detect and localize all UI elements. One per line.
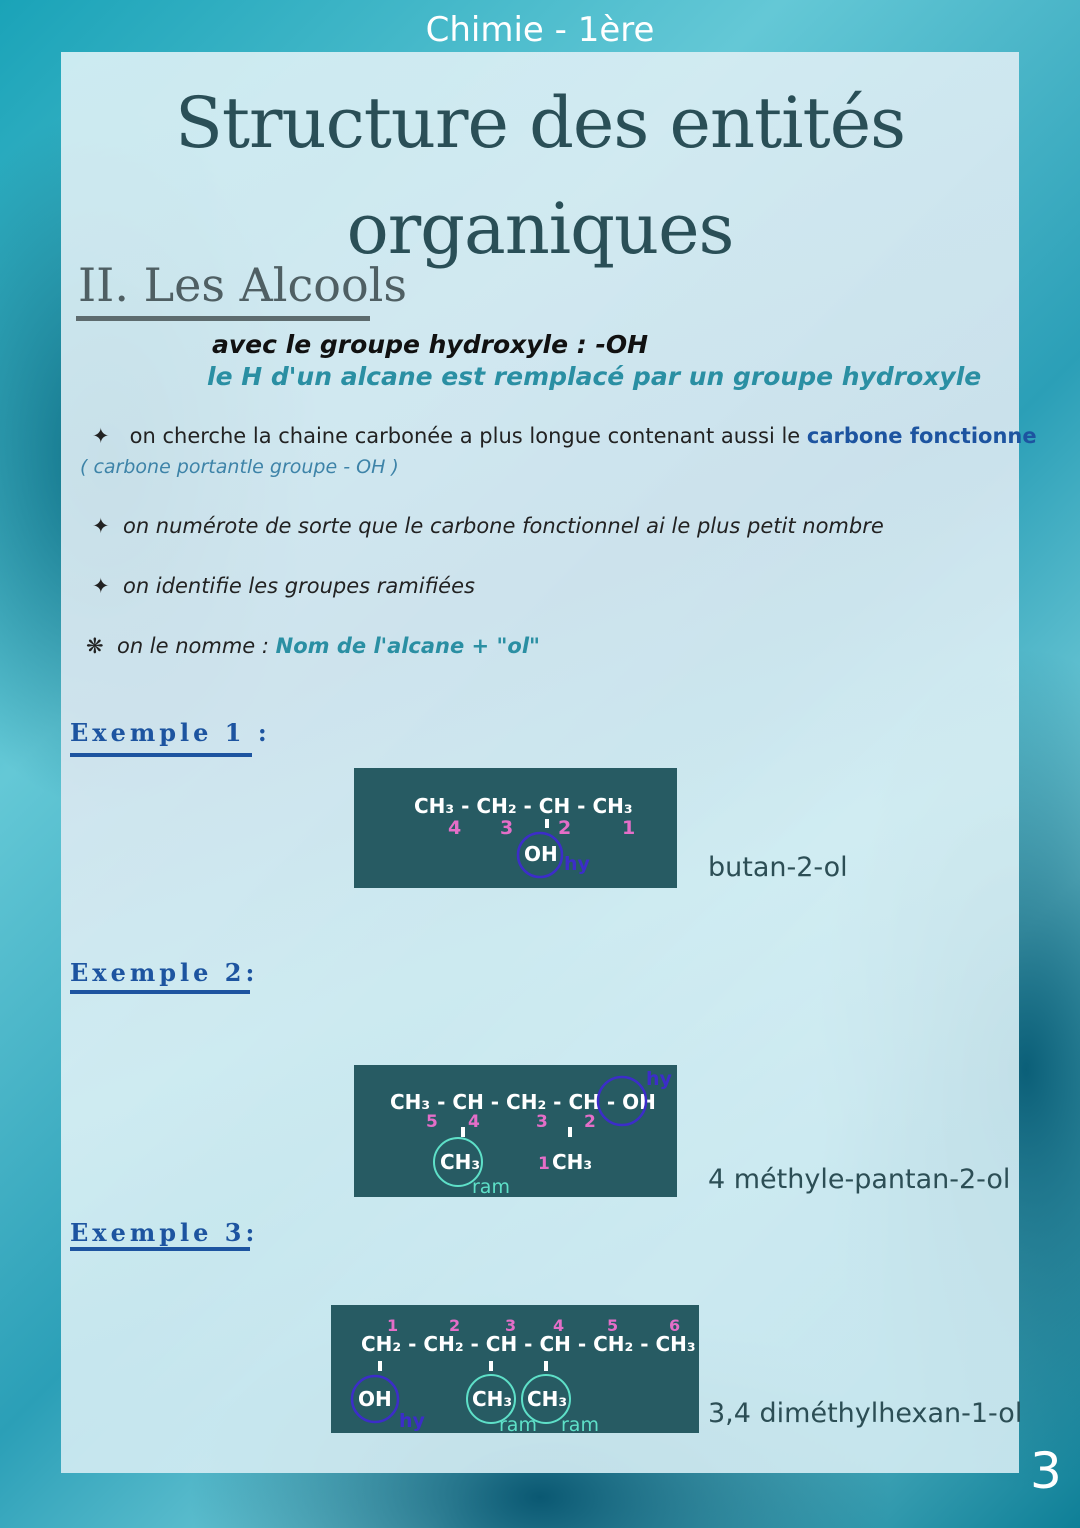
carbon-number: 4 — [553, 1316, 565, 1335]
example-1-formula-box — [354, 768, 677, 888]
hy-tag: hy — [564, 853, 590, 875]
example-2-label: Exemple 2: — [70, 958, 259, 987]
rule-4-text: on le nomme : — [116, 634, 276, 658]
hydroxyl-group-line: avec le groupe hydroxyle : -OH — [212, 330, 649, 359]
example-2-formula-box — [354, 1065, 677, 1197]
example-3-oh: OH — [358, 1387, 392, 1411]
carbon-number: 6 — [669, 1316, 681, 1335]
example-1-formula — [354, 768, 677, 888]
page-title-line2: organiques — [346, 188, 734, 270]
example-3-underline — [70, 1247, 250, 1251]
example-2-branch-2: CH₃ — [552, 1150, 593, 1174]
example-2-formula — [354, 1065, 677, 1197]
page-title-line1: Structure des entités — [174, 82, 906, 164]
carbon-number: 5 — [607, 1316, 619, 1335]
bond-line — [378, 1361, 382, 1371]
carbon-number: 4 — [468, 1112, 480, 1132]
carbon-number: 2 — [584, 1112, 596, 1132]
example-1-underline — [70, 753, 252, 757]
definition-line: le H d'un alcane est remplacé par un groupe hydroxyle — [207, 362, 982, 391]
example-1-branch: OH — [524, 842, 558, 866]
example-1-label: Exemple 1 : — [70, 718, 271, 747]
example-3-formula — [331, 1305, 699, 1433]
subject-header: Chimie - 1ère — [425, 10, 655, 50]
carbon-number: 4 — [448, 817, 462, 839]
bond-line — [461, 1127, 465, 1137]
example-2-branch: CH₃ — [440, 1150, 481, 1174]
carbon-number: 3 — [536, 1112, 548, 1132]
rule-1-subnote: ( carbone portantle groupe - OH ) — [80, 456, 399, 478]
carbon-number: 5 — [426, 1112, 438, 1132]
page-number: 3 — [1030, 1442, 1062, 1500]
bullet-icon: ✦ — [92, 514, 110, 538]
rule-4-highlight: Nom de l'alcane + "ol" — [275, 634, 540, 658]
rule-4 — [86, 634, 540, 658]
rule-1 — [92, 424, 1037, 448]
example-3-branch-2: CH₃ — [527, 1387, 568, 1411]
carbon-number: 1 — [538, 1154, 550, 1174]
example-3-label: Exemple 3: — [70, 1218, 259, 1247]
hy-tag: hy — [646, 1068, 672, 1090]
example-3-name: 3,4 diméthylhexan-1-ol — [708, 1398, 1023, 1429]
example-3-formula-box — [331, 1305, 699, 1433]
rule-2-text: on numérote de sorte que le carbone fonctionnel ai le plus petit nombre — [122, 514, 884, 538]
example-2-chain: CH₃ - CH - CH₂ - CH - OH — [390, 1090, 656, 1114]
bond-line — [545, 819, 549, 828]
section-underline — [76, 316, 370, 321]
star-icon: ❋ — [86, 634, 104, 658]
bond-line — [489, 1361, 493, 1371]
carbon-number: 1 — [387, 1316, 399, 1335]
carbon-number: 1 — [622, 817, 636, 839]
rule-3 — [92, 574, 475, 598]
bullet-icon: ✦ — [92, 574, 110, 598]
example-2-name: 4 méthyle-pantan-2-ol — [708, 1164, 1011, 1195]
carbon-number: 3 — [505, 1316, 517, 1335]
ram-tag: ram — [472, 1176, 510, 1197]
example-1-name: butan-2-ol — [708, 852, 848, 883]
hy-tag: hy — [399, 1410, 425, 1432]
rule-1-highlight: carbone fonctionne — [806, 424, 1037, 448]
carbon-number: 2 — [449, 1316, 461, 1335]
ram-tag: ram — [561, 1414, 599, 1433]
bond-line — [544, 1361, 548, 1371]
example-3-chain: CH₂ - CH₂ - CH - CH - CH₂ - CH₃ — [361, 1332, 696, 1356]
bond-line — [568, 1127, 572, 1137]
example-3-branch-1: CH₃ — [472, 1387, 513, 1411]
example-1-chain: CH₃ - CH₂ - CH - CH₃ — [414, 794, 633, 818]
section-heading: II. Les Alcools — [78, 258, 407, 312]
example-2-underline — [70, 990, 250, 994]
ram-tag: ram — [499, 1414, 537, 1433]
rule-2 — [92, 514, 884, 538]
carbon-number: 3 — [500, 817, 514, 839]
rule-3-text: on identifie les groupes ramifiées — [122, 574, 475, 598]
bullet-icon: ✦ — [92, 424, 110, 448]
rule-1-text: on cherche la chaine carbonée a plus longue contenant aussi le — [129, 424, 807, 448]
carbon-number: 2 — [558, 817, 572, 839]
